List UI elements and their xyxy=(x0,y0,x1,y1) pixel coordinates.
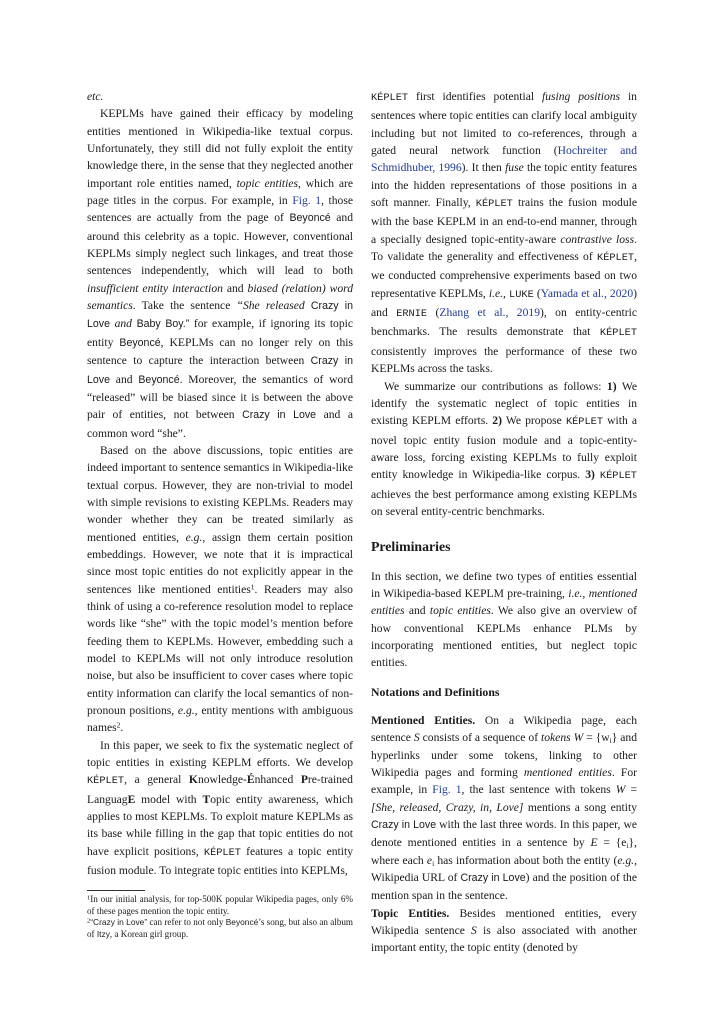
right-column xyxy=(371,88,637,957)
text-etc: etc. xyxy=(87,90,104,103)
citation-yamada[interactable]: Yamada et al., 2020 xyxy=(540,286,634,300)
footnote-marker-2[interactable]: 2 xyxy=(116,720,121,730)
figure-link[interactable]: Fig. 1 xyxy=(292,194,322,208)
subsection-heading-notations: Notations and Definitions xyxy=(371,684,500,699)
paragraph-topic-entities: Topic Entities. Besides mentioned entities, every Wikipedia sentence S is also associated with another important entity, the topic entity (denoted by xyxy=(371,906,638,955)
figure-link-2[interactable]: Fig. 1 xyxy=(432,783,462,797)
paragraph-etc xyxy=(87,88,353,105)
paragraph-contributions: We summarize our contributions as follows: 1) We identify the systematic neglect of topic entities in existing KEPLM efforts. 2) We propose KÉPLET with a novel topic entity fusion module and a topic-entity-aware loss, forcing existing KEPLMs to fully exploit entity knowledge in Wikipedia-like corpus. 3) KÉPLET achieves the best performance among existing KEPLMs on several entity-centric benchmarks. xyxy=(371,379,638,518)
footnote-divider xyxy=(87,890,145,891)
footnote-marker-1[interactable]: 1 xyxy=(250,582,255,592)
citation-hochreiter[interactable]: Hochreiter and Schmidhuber, 1996 xyxy=(371,144,637,175)
footnote-2: $^2$“Crazy in Love” can refer to not only Beyoncé’s song, but also an album of Itzy, a Korean girl group. xyxy=(87,917,353,939)
paragraph-this-paper: In this paper, we seek to fix the systematic neglect of topic entities in existing KEPLM efforts. We develop KÉPLET, a general Knowledge-Énhanced Pre-trained LanguagE model with Topic entity awareness, which applies to most KEPLMs. To exploit mature KEPLMs as its base while filling in the gap that topic entities do not have explicit positions, KÉPLET features a topic entity fusion module. To integrate topic entities into KEPLMs, xyxy=(87,738,353,878)
paragraph-preliminaries: In this section, we define two types of entities essential in Wikipedia-based KEPLM pre-training, i.e., mentioned entities and topic entities. We also give an overview of how conventional KEPLMs enhance PLMs by incorporating mentioned entities, but neglect topic entities. xyxy=(371,569,637,670)
left-column xyxy=(87,88,353,940)
paragraph-keplet-method: KÉPLET first identifies potential fusing positions in sentences where topic entities can clarify local ambiguity including but not limited to co-references, through a gated neural network function (Hochreiter and Schmidhuber, 1996). It then fuse the topic entity features into the hidden representations of those positions in a soft manner. Finally, KÉPLET trains the fusion module with the base KEPLM in an end-to-end manner, through a specially designed topic-entity-aware contrastive loss. To validate the generality and effectiveness of KÉPLET, we conducted comprehensive experiments based on two representative KEPLMs, i.e., LUKE (Yamada et al., 2020) and ERNIE (Zhang et al., 2019), on entity-centric benchmarks. The results demonstrate that KÉPLET consistently improves the performance of these two KEPLMs across the tasks. xyxy=(371,90,638,376)
paragraph-mentioned-entities: Mentioned Entities. On a Wikipedia page, each sentence S consists of a sequence of tokens $W = \{w_i\}$ and hyperlinks under some tokens, linking to other Wikipedia pages and forming mentioned entities. For example, in Fig. 1, the last sentence with tokens W = [She, released, Crazy, in, Love] mentions a song entity Crazy in Love with the last three words. In this paper, we denote mentioned entities in a sentence by $E = \{e_i\}$, where each $e_i$ has information about both the entity (e.g., Wikipedia URL of Crazy in Love) and the position of the mention span in the sentence. xyxy=(371,714,638,903)
footnote-1: $^1$In our initial analysis, for top-500K popular Wikipedia pages, only 6% of these pages mention the topic entity. xyxy=(87,894,353,916)
section-heading-preliminaries: Preliminaries xyxy=(371,539,451,555)
paragraph-topic-entities-importance: Based on the above discussions, topic entities are indeed important to sentence semantics in Wikipedia-like textual corpus. However, they are non-trivial to model with simple revisions to existing KEPLMs. Readers may wonder whether they can be treated similarly as mentioned entities, e.g., assign them certain position embeddings. However, we note that it is impractical since most topic entities do not explicitly appear in the sentences like mentioned entities$^1$. Readers may also think of using a co-reference resolution model to replace words like “she” with the topic model’s mention before feeding them to KEPLMs. However, embedding such a model to KEPLMs will not only introduce resolution noise, but also be insufficient to cover cases where topic entity information can clarify the local semantics of non-pronoun positions, e.g., entity mentions with ambiguous names$^2$. xyxy=(87,443,353,735)
paragraph-keplm-intro: KEPLMs have gained their efficacy by modeling entities mentioned in Wikipedia-like textual corpus. Unfortunately, they still did not fully exploit the entity knowledge there, in the sense that they neglected another important role entities named, topic entities, which are page titles in the corpus. For example, in Fig. 1, those sentences are actually from the page of Beyoncé and around this celebrity as a topic. However, conventional KEPLMs simply neglect such linkages, and treat those sentences independently, which will lead to both insufficient entity interaction and biased (relation) word semantics. Take the sentence “She released Crazy in Love and Baby Boy.” for example, if ignoring its topic entity Beyoncé, KEPLMs can no longer rely on this sentence to capture the interaction between Crazy in Love and Beyoncé. Moreover, the semantics of word “released” will be biased since it is between the above pair of entities, not between Crazy in Love and a common word “she”. xyxy=(87,107,354,440)
citation-zhang[interactable]: Zhang et al., 2019 xyxy=(439,306,540,320)
